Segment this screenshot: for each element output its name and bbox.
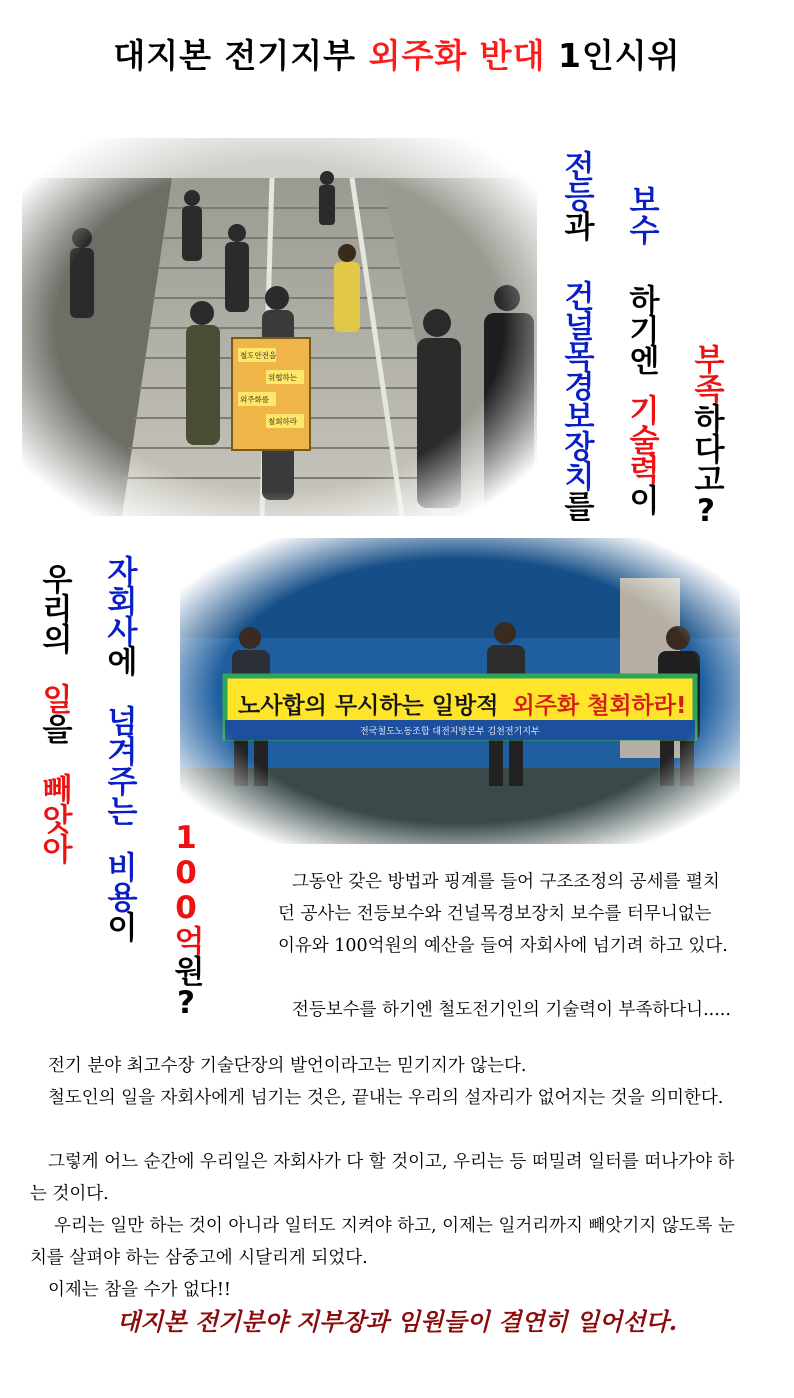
col1-seg-b: 과 — [558, 210, 594, 240]
vertical-text-col-2 — [623, 184, 659, 514]
col1-seg-a: 전등 — [558, 150, 594, 210]
stairway-protest-photo — [22, 138, 537, 516]
vertical-text-col-3 — [688, 343, 724, 528]
col1-seg-c: 건널목경보장치 — [558, 280, 594, 490]
left3-b: 원? — [168, 955, 204, 1020]
vertical-text-col-1 — [558, 150, 594, 520]
body-paragraph-7: 이제는 참을 수가 없다!! — [48, 1280, 231, 1300]
body-paragraph-2: 전등보수를 하기엔 철도전기인의 기술력이 부족하다니..... — [292, 1000, 731, 1020]
page-title — [0, 30, 794, 77]
col2-seg-b: 하기엔 — [623, 284, 659, 374]
left3-a: 100억 — [168, 820, 204, 955]
closing-statement: 대지본 전기분야 지부장과 임원들이 결연히 일어선다. — [116, 1307, 678, 1336]
body-paragraph-1: 그동안 갖은 방법과 핑계를 들어 구조조정의 공세를 펼치던 공사는 전등보수와 건널목경보장치 보수를 터무니없는 이유와 100억원의 예산을 들여 자회사에 넘기려 하고 있다. — [278, 872, 728, 956]
left2-d: 비용 — [101, 851, 137, 911]
body-paragraph-3: 전기 분야 최고수장 기술단장의 발언이라고는 믿기지가 않는다. — [48, 1056, 527, 1076]
left2-e: 이 — [101, 911, 137, 941]
title-part2: 외주화 반대 — [368, 36, 546, 75]
col2-seg-c: 기술력 — [623, 394, 659, 484]
left1-c: 을 — [36, 713, 72, 743]
col2-seg-a: 보수 — [623, 184, 659, 244]
col2-seg-d: 이 — [623, 484, 659, 514]
title-part3: 1인시위 — [557, 36, 681, 75]
banner-photo-image — [180, 538, 740, 844]
left1-b: 일 — [36, 683, 72, 713]
vertical-text-left-3 — [168, 820, 204, 1020]
left2-c: 넘겨주는 — [101, 705, 137, 825]
banner-protest-photo — [180, 538, 740, 844]
title-part1: 대지본 전기지부 — [113, 36, 357, 75]
col1-seg-d: 를 — [558, 490, 594, 520]
body-paragraph-6: 우리는 일만 하는 것이 아니라 일터도 지켜야 하고, 이제는 일거리까지 빼앗기지 않도록 눈치를 살펴야 하는 삼중고에 시달리게 되었다. — [30, 1216, 735, 1268]
left1-a: 우리의 — [36, 563, 72, 653]
col3-seg-b: 하다고? — [688, 403, 724, 528]
body-paragraph-4: 철도인의 일을 자회사에게 넘기는 것은, 끝내는 우리의 설자리가 없어지는 것을 의미한다. — [48, 1088, 724, 1108]
left1-d: 빼앗아 — [36, 773, 72, 863]
left2-b: 에 — [101, 645, 137, 675]
vertical-text-left-2 — [101, 555, 137, 941]
stairway-photo-image — [22, 138, 537, 516]
col3-seg-a: 부족 — [688, 343, 724, 403]
left2-a: 자회사 — [101, 555, 137, 645]
vertical-text-left-1 — [36, 563, 72, 863]
body-paragraph-5: 그렇게 어느 순간에 우리일은 자회사가 다 할 것이고, 우리는 등 떠밀려 일터를 떠나가야 하는 것이다. — [30, 1152, 735, 1204]
